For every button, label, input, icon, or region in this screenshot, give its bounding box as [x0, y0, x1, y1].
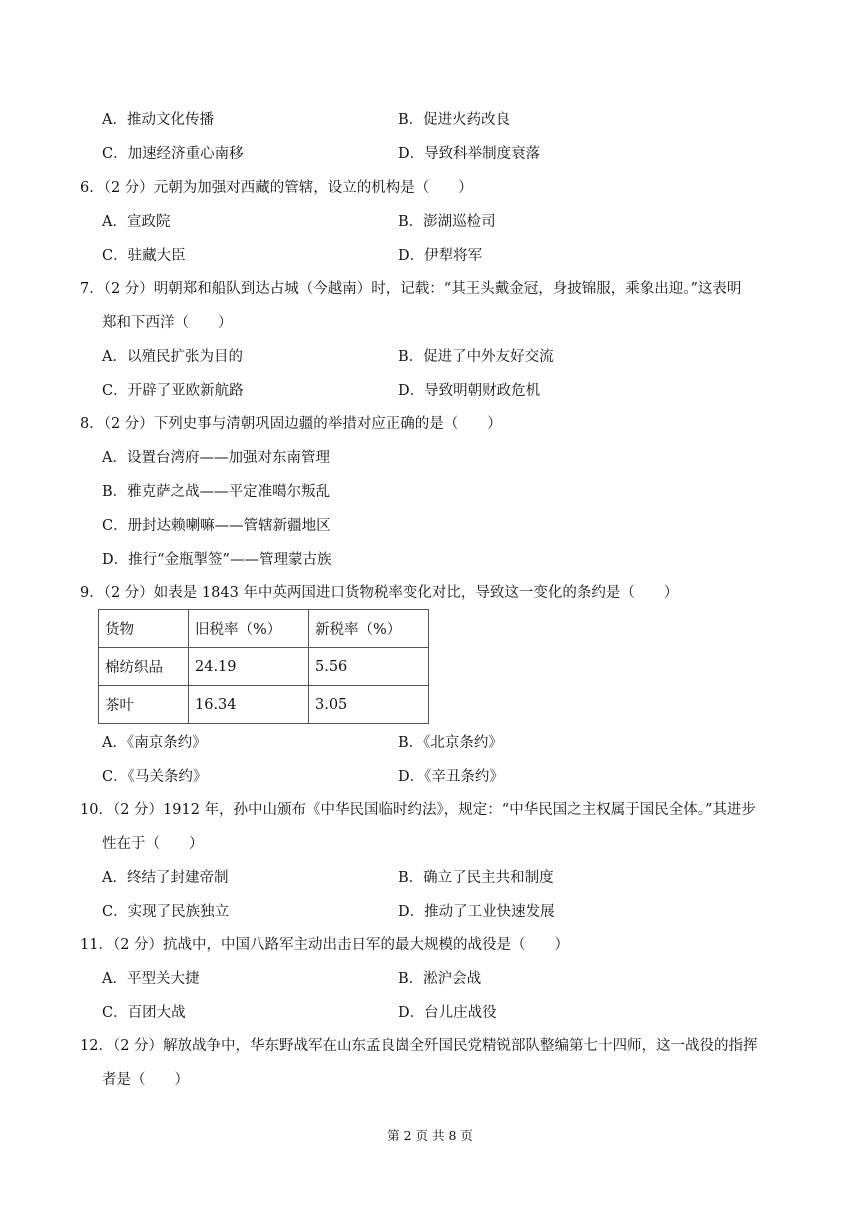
q9-option-a: A．《南京条约》 — [102, 735, 207, 751]
q8-option-c: C．册封达赖喇嘛——管辖新疆地区 — [102, 518, 331, 534]
table-header-cell: 旧税率（%） — [189, 610, 309, 648]
table-row — [99, 686, 429, 724]
table-cell: 16.34 — [189, 686, 309, 724]
q12-stem-line1: 12．（2 分）解放战争中，华东野战军在山东孟良崮全歼国民党精锐部队整编第七十四师，这一战役的指挥 — [80, 1038, 758, 1054]
q10-option-c: C．实现了民族独立 — [102, 904, 230, 920]
q5-option-c: C．加速经济重心南移 — [102, 146, 244, 162]
q6-option-d: D．伊犁将军 — [398, 248, 483, 264]
q10-stem-line1: 10．（2 分）1912 年，孙中山颁布《中华民国临时约法》，规定：“中华民国之主权属于国民全体。”其进步 — [80, 802, 756, 818]
q10-option-d: D．推动了工业快速发展 — [398, 904, 555, 920]
tax-rate-table — [98, 609, 429, 724]
q11-option-c: C．百团大战 — [102, 1005, 186, 1021]
q8-option-b: B．雅克萨之战——平定准噶尔叛乱 — [102, 484, 331, 500]
q10-option-b: B．确立了民主共和制度 — [398, 870, 554, 886]
q5-option-a: A．推动文化传播 — [102, 112, 214, 128]
q7-option-b: B．促进了中外友好交流 — [398, 349, 554, 365]
table-cell: 5.56 — [309, 648, 429, 686]
q5-option-b: B．促进火药改良 — [398, 112, 511, 128]
q11-option-b: B．淞沪会战 — [398, 971, 482, 987]
q6-stem: 6．（2 分）元朝为加强对西藏的管辖，设立的机构是（ ） — [80, 180, 473, 196]
q5-option-d: D．导致科举制度衰落 — [398, 146, 541, 162]
q6-option-a: A．宣政院 — [102, 214, 171, 230]
page-footer: 第 2 页 共 8 页 — [387, 1128, 473, 1143]
table-header-cell: 货物 — [99, 610, 189, 648]
q6-option-b: B．澎湖巡检司 — [398, 214, 496, 230]
q11-option-d: D．台儿庄战役 — [398, 1005, 497, 1021]
q7-option-c: C．开辟了亚欧新航路 — [102, 383, 244, 399]
q9-stem: 9．（2 分）如表是 1843 年中英两国进口货物税率变化对比，导致这一变化的条约是（ ） — [80, 585, 679, 601]
q9-option-b: B．《北京条约》 — [398, 735, 503, 751]
q8-stem: 8．（2 分）下列史事与清朝巩固边疆的举措对应正确的是（ ） — [80, 416, 502, 432]
q8-option-a: A．设置台湾府——加强对东南管理 — [102, 450, 330, 466]
q7-option-d: D．导致明朝财政危机 — [398, 383, 541, 399]
q9-option-d: D．《辛丑条约》 — [398, 769, 504, 785]
q11-stem: 11．（2 分）抗战中，中国八路军主动出击日军的最大规模的战役是（ ） — [80, 937, 570, 953]
table-cell: 3.05 — [309, 686, 429, 724]
table-cell: 茶叶 — [99, 686, 189, 724]
q12-stem-line2: 者是（ ） — [102, 1072, 189, 1088]
q6-option-c: C．驻藏大臣 — [102, 248, 186, 264]
table-row — [99, 648, 429, 686]
q10-stem-line2: 性在于（ ） — [102, 836, 204, 852]
q8-option-d: D．推行“金瓶掣签”——管理蒙古族 — [102, 552, 332, 568]
table-header-cell: 新税率（%） — [309, 610, 429, 648]
q7-stem-line1: 7．（2 分）明朝郑和船队到达占城（今越南）时，记载：“其王头戴金冠，身披锦服，乘象出迎。”这表明 — [80, 281, 742, 297]
table-cell: 棉纺织品 — [99, 648, 189, 686]
q7-option-a: A．以殖民扩张为目的 — [102, 349, 243, 365]
q9-option-c: C．《马关条约》 — [102, 769, 208, 785]
q7-stem-line2: 郑和下西洋（ ） — [102, 315, 233, 331]
table-header-row — [99, 610, 429, 648]
table-cell: 24.19 — [189, 648, 309, 686]
q11-option-a: A．平型关大捷 — [102, 971, 200, 987]
q10-option-a: A．终结了封建帝制 — [102, 870, 229, 886]
